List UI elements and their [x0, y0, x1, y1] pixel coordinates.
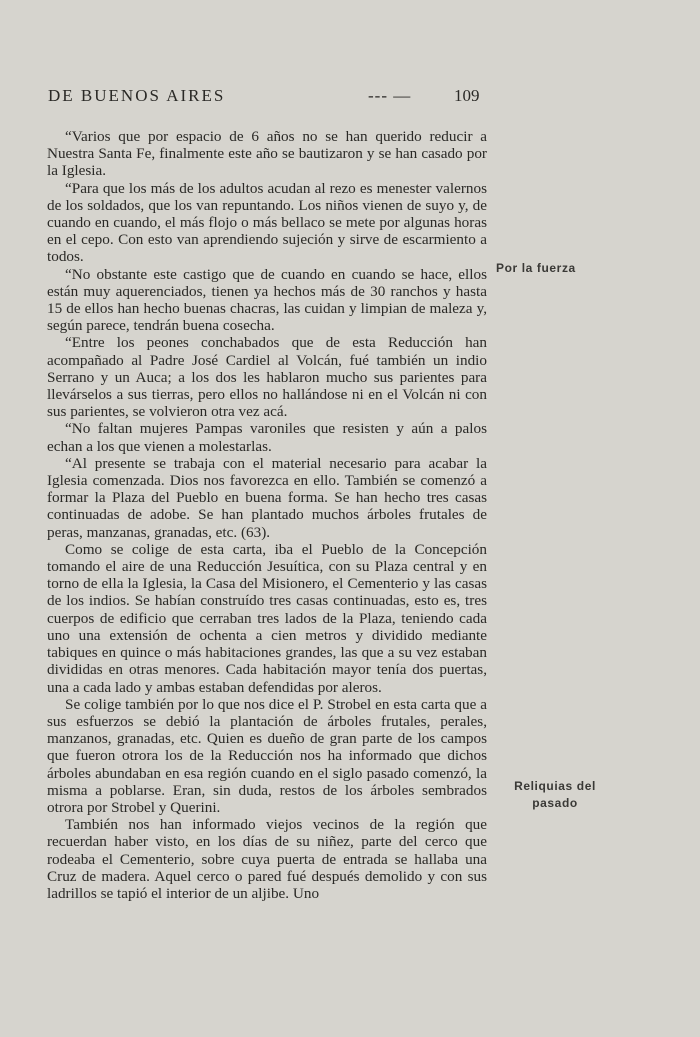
running-header: [48, 86, 488, 106]
main-text: [47, 128, 487, 902]
margin-note-reliquias: Reliquias del pasado: [514, 779, 596, 810]
paragraph: “No obstante este castigo que de cuando en cuando se hace, ellos están muy aquerenciados, tienen ya hechos más de 30 ranchos y hasta 15 de ellos han hecho buenas chacras, las cuidan y limpian de maleza y, según parece, tendrán buena cosecha.: [47, 265, 487, 335]
paragraph: Como se colige de esta carta, iba el Pueblo de la Concepción tomando el aire de una Reducción Jesuítica, con su Plaza central y en torno de ella la Iglesia, la Casa del Misionero, el Cementerio y las casas de los indios. Se habían construído tres casas continuadas, esto es, tres cuerpos de edificio que cerraban tres lados de la Plaza, teniendo cada uno una extensión de ochenta a cien metros y dividido mediante tabiques en quince o más habitaciones grandes, las que a su vez estaban divididas en otras menores. Cada habitación mayor tenía dos puertas, una a cada lado y ambas estaban defendidas por aleros.: [47, 540, 487, 696]
paragraph: “No faltan mujeres Pampas varoniles que resisten y aún a palos echan a los que vienen a molestarlas.: [47, 420, 487, 455]
paragraph: “Al presente se trabaja con el material necesario para acabar la Iglesia comenzada. Dios nos favorezca en ello. También se comenzó a formar la Plaza del Pueblo en buena forma. Se han hecho tres casas continuadas de adobe. Se han plantado muchos árboles frutales de peras, manzanas, granadas, etc. (63).: [47, 454, 487, 541]
header-separator: --- —: [368, 86, 412, 105]
margin-note-por-la-fuerza: Por la fuerza: [496, 261, 576, 275]
running-title: DE BUENOS AIRES: [48, 86, 226, 105]
paragraph: “Entre los peones conchabados que de esta Reducción han acompañado al Padre José Cardiel al Volcán, fué también un indio Serrano y un Auca; a los dos les hablaron mucho sus parientes para llevárselos a sus tierras, pero ellos no hallándose ni en el Volcán ni con sus parientes, se volvieron otra vez acá.: [47, 334, 487, 421]
paragraph: Se colige también por lo que nos dice el P. Strobel en esta carta que a sus esfuerzos se debió la plantación de árboles frutales, perales, manzanos, granadas, etc. Quien es dueño de gran parte de los campos que fueron otrora los de la Reducción nos ha informado que dichos árboles abundaban en esa región cuando en el siglo pasado comenzó, la misma a poblarse. Eran, sin duda, restos de los árboles sembrados otrora por Strobel y Querini.: [47, 695, 487, 816]
paragraph: También nos han informado viejos vecinos de la región que recuerdan haber visto, en los días de su niñez, parte del cerco que rodeaba el Cementerio, sobre cuya puerta de entrada se hallaba una Cruz de madera. Aquel cerco o pared fué después demolido y con sus ladrillos se tapió el interior de un aljibe. Uno: [47, 816, 487, 902]
paragraph: “Varios que por espacio de 6 años no se han querido reducir a Nuestra Santa Fe, finalmente este año se bautizaron y se han casado por la Iglesia.: [47, 128, 487, 180]
page-number: 109: [454, 86, 480, 105]
paragraph: “Para que los más de los adultos acudan al rezo es menester valernos de los soldados, que los van repuntando. Los niños vienen de suyo y, de cuando en cuando, el más flojo o más bellaco se mete por algunas horas en el cepo. Con esto van aprendiendo sujeción y sirve de escarmiento a todos.: [47, 179, 487, 266]
